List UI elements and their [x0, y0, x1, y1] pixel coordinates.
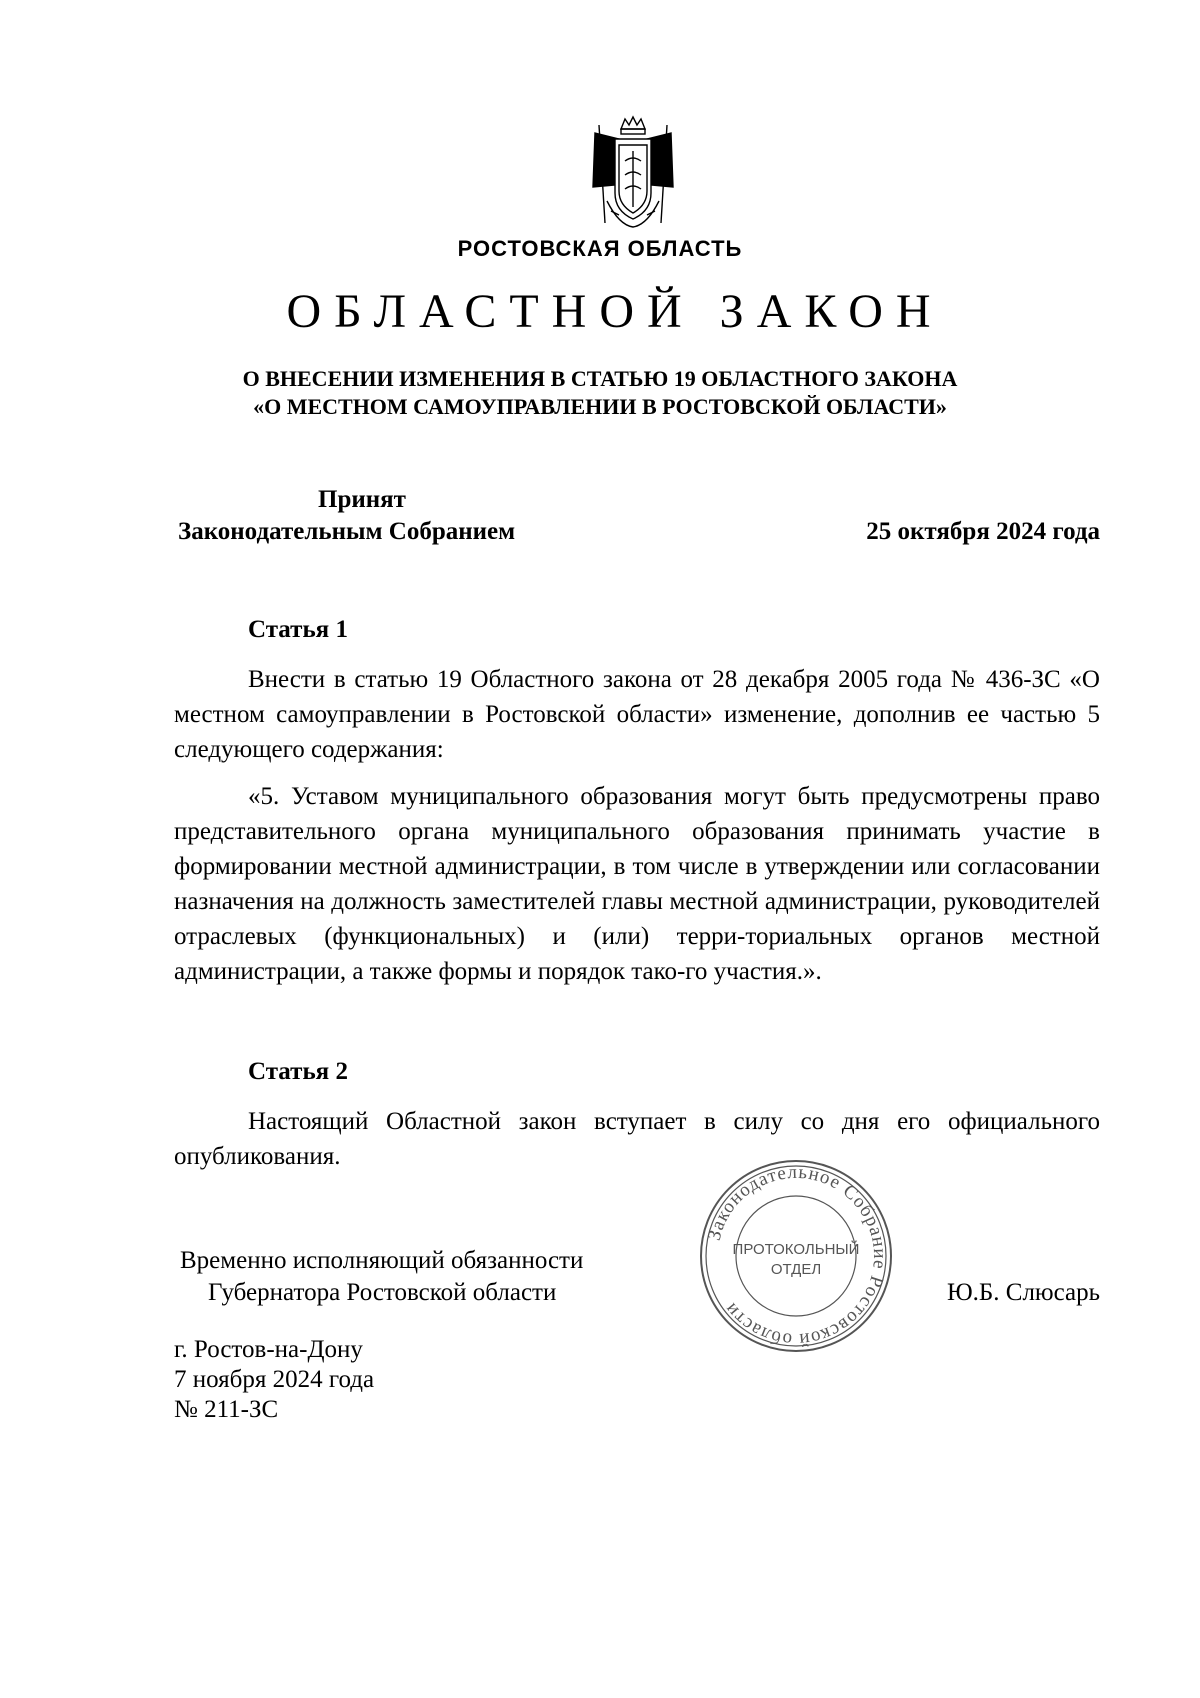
law-title-line-2: «О МЕСТНОМ САМОУПРАВЛЕНИИ В РОСТОВСКОЙ ОБЛАСТИ»: [253, 394, 947, 419]
article-2-text-1: Настоящий Областной закон вступает в силу со дня его официального опубликования.: [174, 1108, 1100, 1170]
article-2-heading: Статья 2: [248, 1058, 348, 1085]
article-2-paragraph-1: [174, 1104, 1100, 1174]
adopted-label: Принят: [318, 486, 406, 513]
coat-of-arms-icon: [585, 115, 681, 233]
signatory-name: Ю.Б. Слюсарь: [946, 1279, 1100, 1306]
article-1-text-1: Внести в статью 19 Областного закона от 28 декабря 2005 года № 436-ЗС «О местном самоуправлении в Ростовской области» изменение, дополнив ее частью 5 следующего содержания:: [174, 666, 1100, 763]
article-1-paragraph-1: [174, 662, 1100, 767]
law-number: № 211-ЗС: [174, 1396, 279, 1423]
official-stamp-icon: [698, 1158, 894, 1354]
signing-date: 7 ноября 2024 года: [174, 1366, 375, 1393]
signing-place: г. Ростов-на-Дону: [174, 1336, 363, 1363]
stamp-center-line-1: ПРОТОКОЛЬНЫЙ: [732, 1241, 860, 1258]
adopted-by: Законодательным Собранием: [178, 518, 516, 545]
article-1-heading: Статья 1: [248, 616, 348, 643]
region-name: РОСТОВСКАЯ ОБЛАСТЬ: [457, 236, 743, 261]
article-1-text-2: «5. Уставом муниципального образования могут быть предусмотрены право представительного органа муниципального образования принимать участие в формировании местной администрации, в том числе в утверждении или согласовании назначения на должность заместителей главы местной администрации, руководителей отраслевых (функциональных) и (или) терри-ториальных органов местной администрации, а также формы и порядок тако-го участия.».: [174, 783, 1100, 985]
law-title-line-1: О ВНЕСЕНИИ ИЗМЕНЕНИЯ В СТАТЬЮ 19 ОБЛАСТНОГО ЗАКОНА: [242, 366, 958, 391]
stamp-ring-text: Законодательное Собрание Ростовской области: [703, 1161, 891, 1351]
signatory-position-line-1: Временно исполняющий обязанности: [180, 1247, 584, 1274]
document-type: ОБЛАСТНОЙ ЗАКОН: [286, 285, 944, 338]
article-1-paragraph-2: [174, 779, 1100, 989]
adoption-date: 25 октября 2024 года: [866, 518, 1100, 545]
signatory-position-line-2: Губернатора Ростовской области: [208, 1279, 557, 1306]
stamp-center-line-2: ОТДЕЛ: [770, 1261, 822, 1278]
